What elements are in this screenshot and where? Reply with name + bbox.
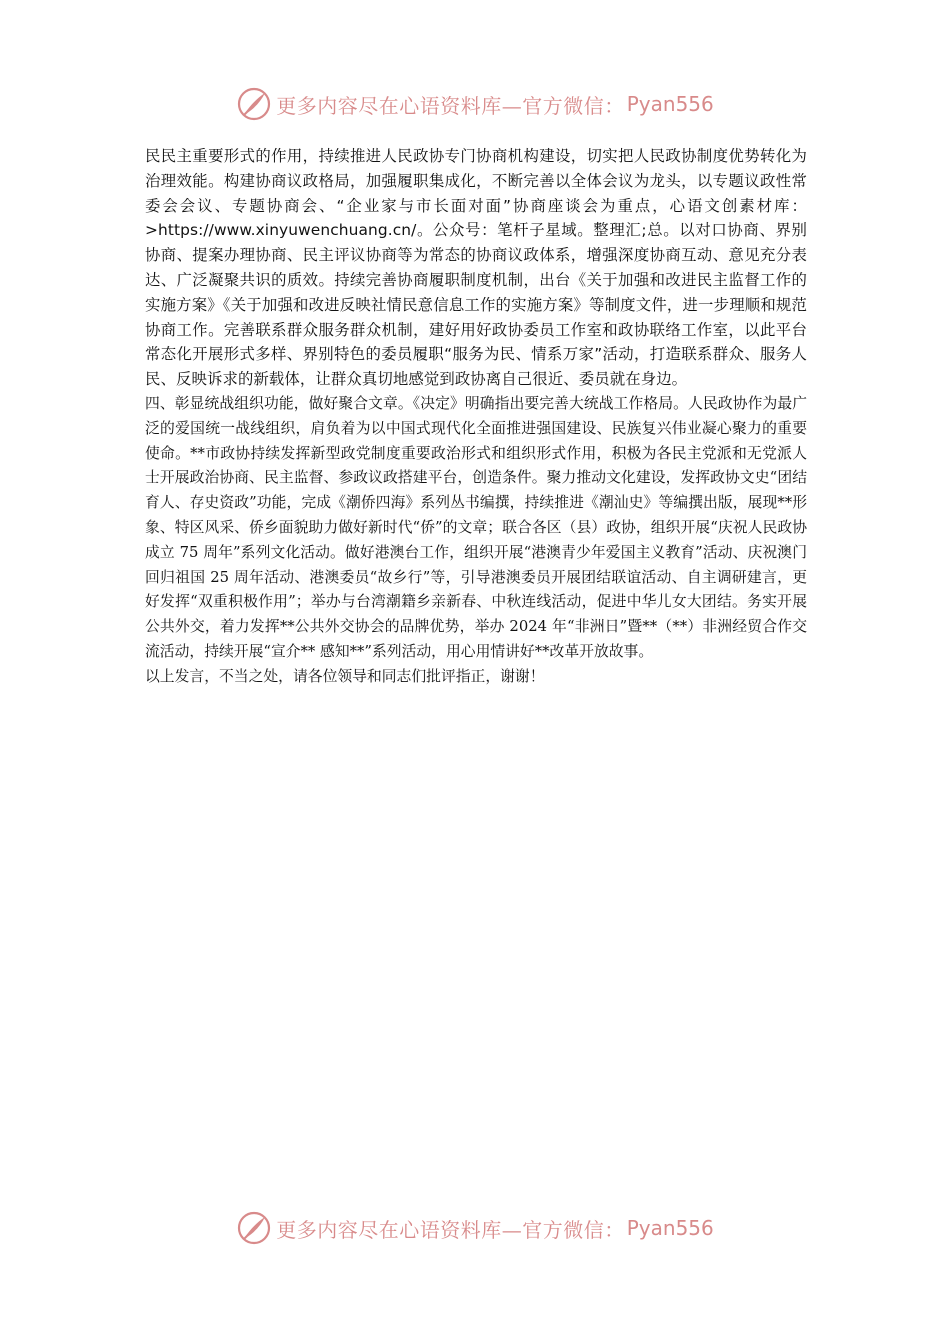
- watermark-wechat-id: Pyan556: [626, 92, 714, 116]
- quill-logo-icon: [236, 86, 272, 122]
- watermark-wechat-id: Pyan556: [626, 1216, 714, 1240]
- paragraph-closing: 以上发言，不当之处，请各位领导和同志们批评指正，谢谢！: [145, 667, 545, 685]
- quill-logo-icon: [236, 1210, 272, 1246]
- paragraph-united-front: 四、彰显统战组织功能，做好聚合文章。《决定》明确指出要完善大统战工作格局。人民政协作为最广泛的爱国统一战线组织，肩负着为以中国式现代化全面推进强国建设、民族复兴伟业凝心聚力的重要使命。**市政协持续发挥新型政党制度重要政治形式和组织形式作用，积极为各民主党派和无党派人士开展政治协商、民主监督、参政议政搭建平台，创造条件。聚力推动文化建设，发挥政协文史“团结育人、存史资政”功能，完成《潮侨四海》系列丛书编撰，持续推进《潮汕史》等编撰出版，展现**形象、特区风采、侨乡面貌助力做好新时代“侨”的文章；联合各区（县）政协，组织开展“庆祝人民政协成立 75 周年”系列文化活动。做好港澳台工作，组织开展“港澳青少年爱国主义教育”活动、庆祝澳门回归祖国 25 周年活动、港澳委员“故乡行”等，引导港澳委员开展团结联谊活动、自主调研建言，更好发挥“双重积极作用”；举办与台湾潮籍乡亲新春、中秋连线活动，促进中华儿女大团结。务实开展公共外交，着力发挥**公共外交协会的品牌优势，举办 2024 年“非洲日”暨**（**）非洲经贸合作交流活动，持续开展“宣介** 感知**”系列活动，用心用情讲好**改革开放故事。: [145, 394, 807, 660]
- document-body: [145, 144, 807, 690]
- watermark-text: 更多内容尽在心语资料库—官方微信：: [276, 1217, 625, 1242]
- paragraph-consultation-system: 民民主重要形式的作用，持续推进人民政协专门协商机构建设，切实把人民政协制度优势转化为治理效能。构建协商议政格局，加强履职集成化，不断完善以全体会议为龙头，以专题议政性常委会会议、专题协商会、“企业家与市长面对面”协商座谈会为重点，心语文创素材库：>https://www.xinyuwenchuang.cn/。公众号：笔杆子星域。整理汇;总。以对口协商、界别协商、提案办理协商、民主评议协商等为常态的协商议政体系，增强深度协商互动、意见充分表达、广泛凝聚共识的质效。持续完善协商履职制度机制，出台《关于加强和改进民主监督工作的实施方案》《关于加强和改进反映社情民意信息工作的实施方案》等制度文件，进一步理顺和规范协商工作。完善联系群众服务群众机制，建好用好政协委员工作室和政协联络工作室，以此平台常态化开展形式多样、界别特色的委员履职“服务为民、情系万家”活动，打造联系群众、服务人民、反映诉求的新载体，让群众真切地感觉到政协离自己很近、委员就在身边。: [145, 147, 807, 389]
- header-watermark: [0, 82, 950, 126]
- watermark-text: 更多内容尽在心语资料库—官方微信：: [276, 93, 625, 118]
- footer-watermark: [0, 1206, 950, 1250]
